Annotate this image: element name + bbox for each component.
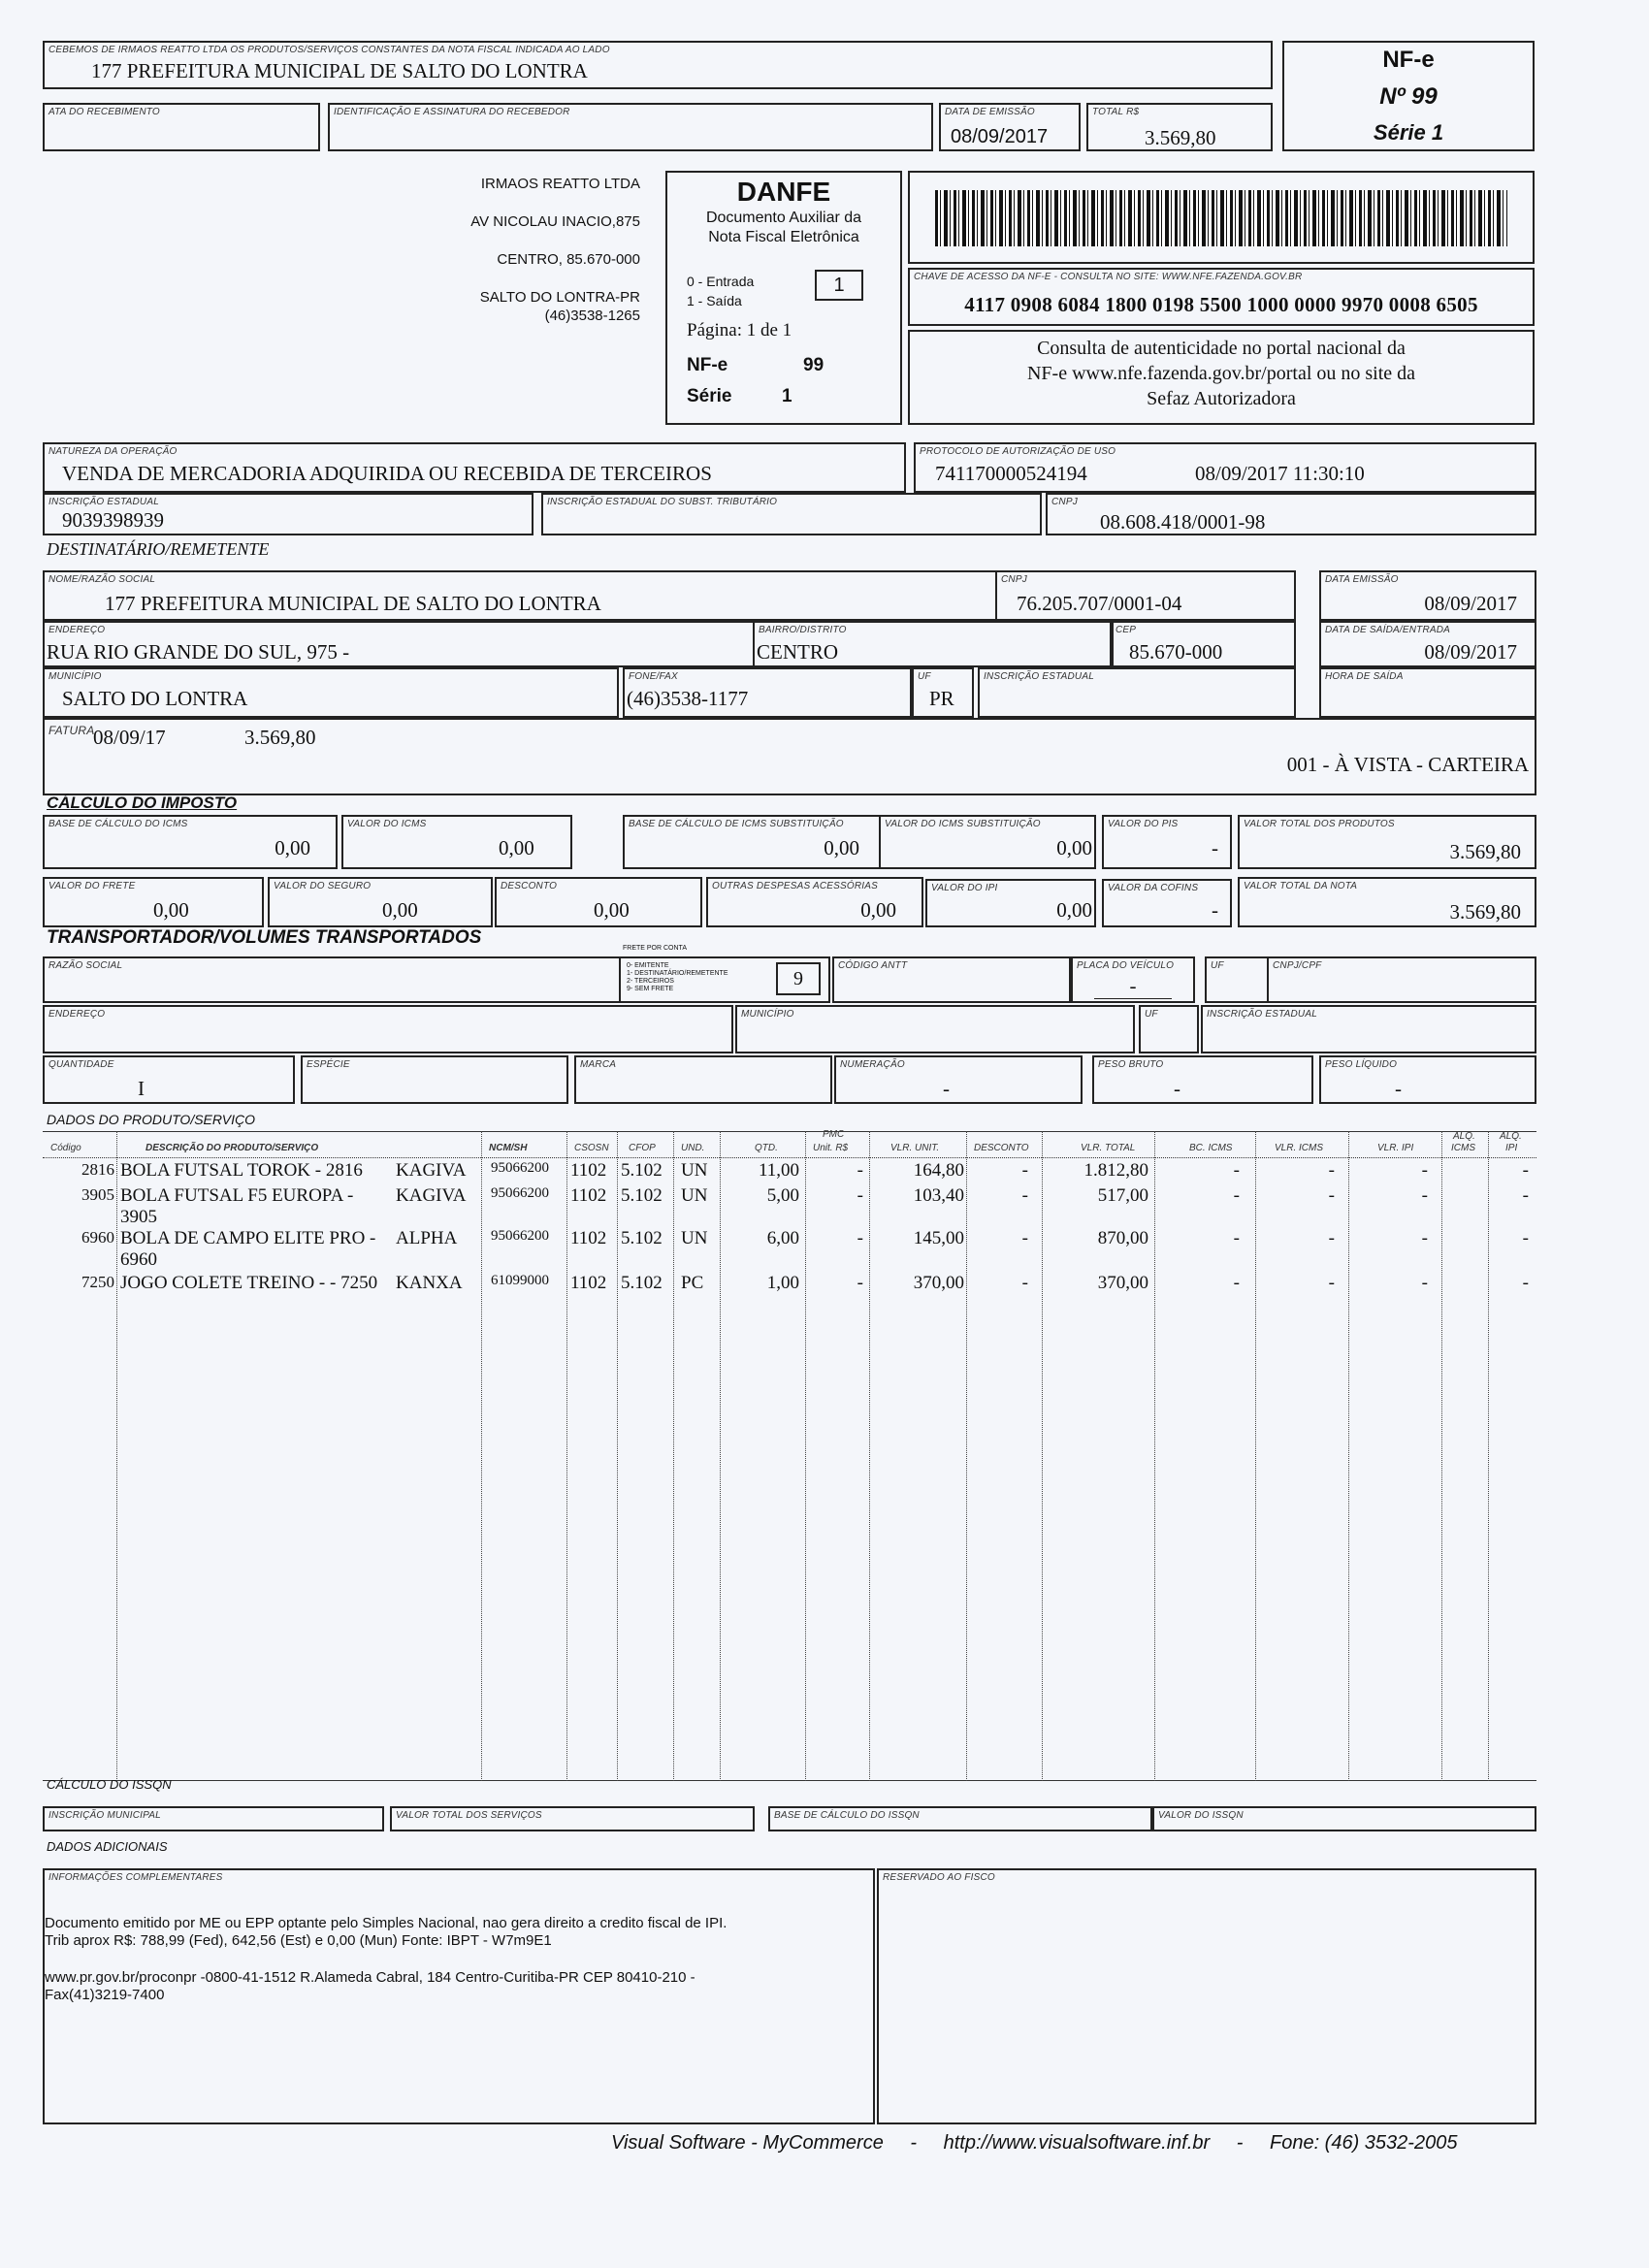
frete-opcao-1: 1- DESTINATÁRIO/REMETENTE (627, 970, 728, 977)
hdr-und: UND. (681, 1143, 705, 1153)
produto-total: 870,00 (1097, 1228, 1148, 1248)
quantidade-label: QUANTIDADE (48, 1059, 114, 1070)
natureza-operacao-box (43, 442, 906, 493)
valor-icms: 0,00 (499, 836, 534, 859)
seguro-label: VALOR DO SEGURO (274, 881, 372, 891)
consulta-linha1: Consulta de autenticidade no portal nacional da (1037, 338, 1406, 359)
produto-pmc: - (857, 1228, 863, 1248)
adicionais-section-title: DADOS ADICIONAIS (47, 1839, 168, 1854)
desconto-box (495, 877, 702, 927)
issqn-total-servicos-label: VALOR TOTAL DOS SERVIÇOS (396, 1810, 542, 1821)
issqn-im-label: INSCRIÇÃO MUNICIPAL (48, 1810, 161, 1821)
produto-qtd: 5,00 (766, 1185, 799, 1206)
canhoto-total-box (1086, 103, 1273, 151)
frete-box (43, 877, 264, 927)
natureza-operacao-label: NATUREZA DA OPERAÇÃO (48, 446, 178, 457)
produto-desconto: - (1021, 1228, 1028, 1248)
ipi-box (925, 879, 1096, 927)
produtos-section-title: DADOS DO PRODUTO/SERVIÇO (47, 1112, 255, 1127)
dest-uf-label: UF (918, 671, 931, 682)
footer (611, 2132, 1457, 2155)
placa-label: PLACA DO VEÍCULO (1077, 960, 1175, 971)
ie-st-box (541, 493, 1042, 535)
issqn-im-box (43, 1806, 384, 1831)
info-complementares-box (43, 1868, 875, 2124)
col-divider (1441, 1131, 1442, 1781)
hdr-vlr-icms: VLR. ICMS (1275, 1143, 1324, 1153)
dest-uf: PR (929, 687, 954, 710)
total-nota-box (1238, 877, 1536, 927)
marca-box (574, 1055, 832, 1104)
frete: 0,00 (153, 898, 189, 922)
produto-ipi: - (1421, 1228, 1428, 1248)
valor-icms-label: VALOR DO ICMS (347, 819, 427, 829)
col-divider (617, 1131, 618, 1781)
chave-acesso-label: CHAVE DE ACESSO DA NF-E - CONSULTA NO SITE: WWW.NFE.FAZENDA.GOV.BR (914, 272, 1303, 282)
produto-qtd: 11,00 (758, 1160, 799, 1181)
frete-opcao-0: 0- EMITENTE (627, 962, 669, 969)
transp-ie-box (1201, 1005, 1536, 1053)
produto-ncm: 95066200 (491, 1228, 549, 1244)
canhoto-nfe-serie: Série 1 (1373, 120, 1444, 145)
dest-cnpj-box (995, 570, 1296, 621)
hdr-vlr-total: VLR. TOTAL (1081, 1143, 1136, 1153)
issqn-valor-label: VALOR DO ISSQN (1158, 1810, 1244, 1821)
produto-total: 370,00 (1097, 1273, 1148, 1293)
produto-codigo: 6960 (81, 1228, 114, 1247)
produto-codigo: 2816 (81, 1160, 114, 1179)
frete-label: VALOR DO FRETE (48, 881, 136, 891)
danfe-nfe-numero: 99 (803, 355, 824, 375)
hdr-pmc: PMC (823, 1129, 845, 1140)
produto-qtd: 6,00 (766, 1228, 799, 1248)
frete-valor-box: 9 (776, 962, 821, 995)
danfe-subtitle1: Documento Auxiliar da (705, 210, 862, 226)
produto-marca: ALPHA (396, 1228, 458, 1248)
produto-cfop: 5.102 (621, 1273, 663, 1293)
numeracao-box (834, 1055, 1083, 1104)
consulta-box (908, 330, 1535, 425)
fatura-box (43, 718, 1536, 795)
dest-bairro-label: BAIRRO/DISTRITO (759, 625, 847, 635)
hdr-alq-icms-2: ICMS (1451, 1143, 1475, 1153)
col-divider (116, 1131, 117, 1781)
total-nota-label: VALOR TOTAL DA NOTA (1244, 881, 1358, 891)
produto-marca: KAGIVA (396, 1160, 467, 1181)
natureza-operacao: VENDA DE MERCADORIA ADQUIRIDA OU RECEBIDA DE TERCEIROS (62, 462, 712, 485)
dest-bairro: CENTRO (757, 640, 838, 664)
transp-razao-label: RAZÃO SOCIAL (48, 960, 123, 971)
base-icms-label: BASE DE CÁLCULO DO ICMS (48, 819, 188, 829)
issqn-total-servicos-box (390, 1806, 755, 1831)
total-produtos-label: VALOR TOTAL DOS PRODUTOS (1244, 819, 1395, 829)
produto-cfop: 5.102 (621, 1185, 663, 1206)
canhoto-total-label: TOTAL R$ (1092, 107, 1140, 117)
seguro-box (268, 877, 493, 927)
peso-bruto-box (1092, 1055, 1313, 1104)
produto-desc1: JOGO COLETE TREINO - - 7250 (120, 1273, 378, 1293)
total-nota: 3.569,80 (1449, 900, 1521, 923)
produto-ipi: - (1421, 1185, 1428, 1206)
issqn-section-title: CÁLCULO DO ISSQN (47, 1777, 172, 1792)
total-produtos-box (1238, 815, 1536, 869)
destinatario-section-title: DESTINATÁRIO/REMETENTE (47, 539, 270, 559)
dest-fone-box (623, 667, 912, 718)
produto-unit: 145,00 (913, 1228, 964, 1248)
produto-ipi: - (1421, 1160, 1428, 1181)
produto-desconto: - (1021, 1273, 1028, 1293)
transp-uf-box (1205, 956, 1269, 1003)
info-linha4: Fax(41)3219-7400 (45, 1987, 165, 2003)
footer-sep: - (1236, 2132, 1244, 2154)
ie-emitente: 9039398939 (62, 508, 164, 532)
danfe-title: DANFE (736, 177, 831, 207)
produto-desc1: BOLA FUTSAL F5 EUROPA - (120, 1185, 354, 1206)
produto-csosn: 1102 (570, 1160, 607, 1181)
produto-csosn: 1102 (570, 1185, 607, 1206)
produto-bc: - (1233, 1228, 1240, 1248)
dest-cep-box (1110, 621, 1296, 667)
chave-acesso-value: 4117 0908 6084 1800 0198 5500 1000 0000 9970 0008 6505 (964, 293, 1478, 316)
transp-uf2-box (1139, 1005, 1199, 1053)
emitente-block (369, 175, 640, 325)
transp-cnpj-label: CNPJ/CPF (1273, 960, 1322, 971)
produto-total: 517,00 (1097, 1185, 1148, 1206)
desconto-label: DESCONTO (501, 881, 558, 891)
hdr-desconto: DESCONTO (974, 1143, 1029, 1153)
base-icms: 0,00 (275, 836, 310, 859)
transporte-section-title: TRANSPORTADOR/VOLUMES TRANSPORTADOS (47, 927, 482, 948)
dest-data-saida-box (1319, 621, 1536, 667)
produto-alq-ipi: - (1522, 1228, 1529, 1248)
produto-cfop: 5.102 (621, 1228, 663, 1248)
hdr-bc-icms: BC. ICMS (1189, 1143, 1233, 1153)
seguro: 0,00 (382, 898, 418, 922)
ipi: 0,00 (1056, 898, 1092, 922)
reservado-fisco-label: RESERVADO AO FISCO (883, 1872, 995, 1883)
cofins-label: VALOR DA COFINS (1108, 883, 1199, 893)
danfe-entrada: 0 - Entrada (687, 274, 755, 289)
frete-opcao-9: 9- SEM FRETE (627, 986, 674, 992)
dest-data-emissao-box (1319, 570, 1536, 621)
protocolo-label: PROTOCOLO DE AUTORIZAÇÃO DE USO (920, 446, 1116, 457)
produto-unit: 370,00 (913, 1273, 964, 1293)
produto-ncm: 95066200 (491, 1185, 549, 1201)
hdr-alq-icms: ALQ. (1453, 1131, 1475, 1142)
hdr-csosn: CSOSN (574, 1143, 609, 1153)
dest-data-saida-label: DATA DE SAÍDA/ENTRADA (1325, 625, 1451, 635)
produto-ipi: - (1421, 1273, 1428, 1293)
dest-cep: 85.670-000 (1129, 640, 1223, 664)
produto-und: UN (681, 1185, 708, 1206)
produto-und: UN (681, 1160, 708, 1181)
produto-desconto: - (1021, 1185, 1028, 1206)
danfe-tipo-box: 1 (815, 270, 863, 301)
especie-label: ESPÉCIE (307, 1059, 350, 1070)
transp-endereco-box (43, 1005, 733, 1053)
produto-alq-ipi: - (1522, 1273, 1529, 1293)
ipi-label: VALOR DO IPI (931, 883, 998, 893)
placa-box (1071, 956, 1195, 1003)
danfe-serie-label: Série (687, 386, 732, 406)
peso-bruto-label: PESO BRUTO (1098, 1059, 1164, 1070)
produto-pmc: - (857, 1185, 863, 1206)
produto-desc2: 3905 (120, 1207, 157, 1227)
produto-desc1: BOLA DE CAMPO ELITE PRO - (120, 1228, 376, 1248)
canhoto-nfe-title: NF-e (1382, 47, 1435, 73)
canhoto-total: 3.569,80 (1145, 126, 1216, 149)
quantidade-box (43, 1055, 295, 1104)
canhoto-recipient: 177 PREFEITURA MUNICIPAL DE SALTO DO LONTRA (91, 59, 588, 82)
produto-und: PC (681, 1273, 704, 1293)
issqn-base-label: BASE DE CÁLCULO DO ISSQN (774, 1810, 920, 1821)
danfe-serie: 1 (782, 386, 792, 406)
produto-unit: 103,40 (913, 1185, 964, 1206)
marca-label: MARCA (580, 1059, 617, 1070)
hdr-ncm: NCM/SH (489, 1143, 528, 1153)
danfe-subtitle2: Nota Fiscal Eletrônica (708, 229, 859, 245)
produto-marca: KANXA (396, 1273, 463, 1293)
produto-icms: - (1328, 1228, 1335, 1248)
dest-uf-box (912, 667, 974, 718)
danfe-saida: 1 - Saída (687, 293, 742, 308)
especie-box (301, 1055, 568, 1104)
footer-sep: - (910, 2132, 918, 2154)
outras-despesas-box (706, 877, 923, 927)
transp-uf-label: UF (1211, 960, 1224, 971)
consulta-linha3: Sefaz Autorizadora (1147, 388, 1296, 409)
dest-fone-label: FONE/FAX (629, 671, 678, 682)
hdr-codigo: Código (50, 1143, 81, 1153)
dest-endereco-label: ENDEREÇO (48, 625, 106, 635)
fatura-valor: 3.569,80 (244, 726, 316, 749)
produto-csosn: 1102 (570, 1228, 607, 1248)
peso-liquido-label: PESO LÍQUIDO (1325, 1059, 1398, 1070)
dest-ie-box (978, 667, 1296, 718)
issqn-valor-box (1152, 1806, 1536, 1831)
frete-opcao-2: 2- TERCEIROS (627, 978, 674, 985)
base-st: 0,00 (824, 836, 859, 859)
produto-alq-ipi: - (1522, 1185, 1529, 1206)
peso-bruto: - (1174, 1077, 1180, 1100)
antt-box (832, 956, 1071, 1003)
canhoto-data-recebimento-label: ATA DO RECEBIMENTO (48, 107, 160, 117)
info-linha1: Documento emitido por ME ou EPP optante pelo Simples Nacional, nao gera direito a credito fiscal de IPI. (45, 1915, 728, 1931)
canhoto-data-emissao: 08/09/2017 (951, 126, 1049, 147)
produto-icms: - (1328, 1185, 1335, 1206)
danfe-pagina: Página: 1 de 1 (687, 320, 792, 340)
dest-nome: 177 PREFEITURA MUNICIPAL DE SALTO DO LONTRA (105, 592, 601, 615)
frete-por-conta-label: FRETE POR CONTA (623, 945, 687, 952)
produto-desconto: - (1021, 1160, 1028, 1181)
dest-municipio: SALTO DO LONTRA (62, 687, 248, 710)
dest-municipio-box (43, 667, 619, 718)
cofins-box (1102, 879, 1232, 927)
valor-st: 0,00 (1056, 836, 1092, 859)
hdr-alq-ipi: ALQ. (1500, 1131, 1522, 1142)
frete-opcoes (627, 962, 728, 993)
dest-fone: (46)3538-1177 (627, 687, 749, 710)
produto-pmc: - (857, 1160, 863, 1181)
transp-uf2-label: UF (1145, 1009, 1158, 1020)
transp-municipio-box (735, 1005, 1135, 1053)
canhoto-header-text: CEBEMOS DE IRMAOS REATTO LTDA OS PRODUTOS/SERVIÇOS CONSTANTES DA NOTA FISCAL INDICADA AO LADO (48, 45, 610, 55)
hdr-descricao: DESCRIÇÃO DO PRODUTO/SERVIÇO (146, 1143, 319, 1153)
produto-codigo: 3905 (81, 1185, 114, 1204)
produto-bc: - (1233, 1160, 1240, 1181)
danfe-nfe-label: NF-e (687, 355, 728, 375)
produto-bc: - (1233, 1185, 1240, 1206)
frete-conta-box (619, 956, 830, 1003)
info-complementares-label: INFORMAÇÕES COMPLEMENTARES (48, 1872, 223, 1883)
fatura-condicao: 001 - À VISTA - CARTEIRA (1286, 753, 1529, 776)
footer-fone: Fone: (46) 3532-2005 (1269, 2132, 1458, 2154)
canhoto-data-recebimento-box (43, 103, 320, 151)
fatura-data: 08/09/17 (93, 726, 166, 749)
canhoto-data-emissao-label: DATA DE EMISSÃO (945, 107, 1035, 117)
consulta-linha2: NF-e www.nfe.fazenda.gov.br/portal ou no site da (1026, 363, 1416, 384)
produto-ncm: 95066200 (491, 1160, 549, 1176)
ie-emitente-label: INSCRIÇÃO ESTADUAL (48, 497, 159, 507)
transp-municipio-label: MUNICÍPIO (741, 1009, 794, 1020)
produto-bc: - (1233, 1273, 1240, 1293)
emitente-endereco: AV NICOLAU INACIO,875 (470, 213, 640, 230)
pis-label: VALOR DO PIS (1108, 819, 1179, 829)
quantidade: I (138, 1077, 145, 1100)
col-divider (673, 1131, 674, 1781)
produto-cfop: 5.102 (621, 1160, 663, 1181)
transp-ie-label: INSCRIÇÃO ESTADUAL (1207, 1009, 1317, 1020)
cnpj-emitente: 08.608.418/0001-98 (1100, 510, 1266, 534)
canhoto-recebemos-box (43, 41, 1273, 89)
pis: - (1212, 836, 1218, 859)
canhoto-identificacao-box (328, 103, 933, 151)
dest-cnpj: 76.205.707/0001-04 (1017, 592, 1182, 615)
dest-cnpj-label: CNPJ (1001, 574, 1027, 585)
canhoto-nfe-box (1282, 41, 1535, 151)
produto-unit: 164,80 (913, 1160, 964, 1181)
transp-endereco-label: ENDEREÇO (48, 1009, 106, 1020)
hdr-vlr-ipi: VLR. IPI (1377, 1143, 1414, 1153)
total-produtos: 3.569,80 (1449, 840, 1521, 863)
numeracao: - (943, 1077, 950, 1100)
valor-st-label: VALOR DO ICMS SUBSTITUIÇÃO (885, 819, 1041, 829)
emitente-fone: (46)3538-1265 (544, 308, 640, 324)
protocolo-box (914, 442, 1536, 493)
base-st-label: BASE DE CÁLCULO DE ICMS SUBSTITUIÇÃO (629, 819, 844, 829)
imposto-section-title: CÁLCULO DO IMPOSTO (47, 794, 238, 812)
valor-icms-box (341, 815, 572, 869)
cofins: - (1212, 898, 1218, 922)
antt-label: CÓDIGO ANTT (838, 960, 908, 971)
danfe-box (665, 171, 902, 425)
emitente-cidade: SALTO DO LONTRA-PR (479, 289, 640, 306)
pis-box (1102, 815, 1232, 869)
peso-liquido: - (1395, 1077, 1402, 1100)
valor-st-box (879, 815, 1096, 869)
base-st-box (623, 815, 881, 869)
dest-ie-label: INSCRIÇÃO ESTADUAL (984, 671, 1094, 682)
col-divider (566, 1131, 567, 1781)
outras-despesas: 0,00 (860, 898, 896, 922)
hdr-alq-ipi-2: IPI (1505, 1143, 1518, 1153)
emitente-nome: IRMAOS REATTO LTDA (480, 176, 640, 192)
dest-municipio-label: MUNICÍPIO (48, 671, 102, 682)
footer-software: Visual Software - MyCommerce (611, 2132, 884, 2154)
canhoto-nfe-numero: Nº 99 (1379, 83, 1438, 110)
produto-alq-ipi: - (1522, 1160, 1529, 1181)
produto-total: 1.812,80 (1083, 1160, 1148, 1181)
fatura-label: FATURA (48, 724, 95, 737)
desconto: 0,00 (594, 898, 630, 922)
dest-nome-box (43, 570, 997, 621)
dest-data-emissao-label: DATA EMISSÃO (1325, 574, 1399, 585)
chave-acesso-box (908, 268, 1535, 326)
outras-despesas-label: OUTRAS DESPESAS ACESSÓRIAS (712, 881, 878, 891)
cnpj-emitente-box (1046, 493, 1536, 535)
issqn-base-box (768, 1806, 1152, 1831)
transp-razao-box (43, 956, 621, 1003)
ie-st-label: INSCRIÇÃO ESTADUAL DO SUBST. TRIBUTÁRIO (547, 497, 778, 507)
dest-data-saida: 08/09/2017 (1424, 640, 1517, 664)
dest-data-emissao: 08/09/2017 (1424, 592, 1517, 615)
cnpj-emitente-label: CNPJ (1051, 497, 1078, 507)
peso-liquido-box (1319, 1055, 1536, 1104)
produto-ncm: 61099000 (491, 1273, 549, 1288)
hdr-qtd: QTD. (755, 1143, 778, 1153)
base-icms-box (43, 815, 338, 869)
numeracao-label: NUMERAÇÃO (840, 1059, 905, 1070)
barcode-box (908, 171, 1535, 264)
ie-emitente-box (43, 493, 534, 535)
reservado-fisco-box (877, 1868, 1536, 2124)
produto-icms: - (1328, 1160, 1335, 1181)
dest-endereco-box (43, 621, 755, 667)
dest-cep-label: CEP (1116, 625, 1137, 635)
produto-desc2: 6960 (120, 1249, 157, 1270)
protocolo-data: 08/09/2017 11:30:10 (1195, 462, 1365, 485)
info-linha2: Trib aprox R$: 788,99 (Fed), 642,56 (Est) e 0,00 (Mun) Fonte: IBPT - W7m9E1 (45, 1932, 552, 1949)
hdr-pmc-unit: Unit. R$ (813, 1143, 849, 1153)
hdr-cfop: CFOP (629, 1143, 656, 1153)
footer-site-link[interactable]: http://www.visualsoftware.inf.br (943, 2132, 1211, 2154)
protocolo-numero: 741170000524194 (935, 462, 1087, 485)
emitente-bairro-cep: CENTRO, 85.670-000 (497, 251, 640, 268)
dest-bairro-box (753, 621, 1114, 667)
dest-hora-saida-label: HORA DE SAÍDA (1325, 671, 1404, 682)
produto-qtd: 1,00 (766, 1273, 799, 1293)
info-linha3: www.pr.gov.br/proconpr -0800-41-1512 R.Alameda Cabral, 184 Centro-Curitiba-PR CEP 80410-210 - (45, 1969, 695, 1986)
barcode-image (935, 190, 1507, 246)
produto-marca: KAGIVA (396, 1185, 467, 1206)
produto-und: UN (681, 1228, 708, 1248)
dest-endereco: RUA RIO GRANDE DO SUL, 975 - (47, 640, 350, 664)
placa: - (1094, 974, 1172, 999)
produto-icms: - (1328, 1273, 1335, 1293)
transp-cnpj-box (1267, 956, 1536, 1003)
produto-pmc: - (857, 1273, 863, 1293)
produto-csosn: 1102 (570, 1273, 607, 1293)
dest-nome-label: NOME/RAZÃO SOCIAL (48, 574, 156, 585)
produtos-header-rule (43, 1157, 1536, 1158)
produto-desc1: BOLA FUTSAL TOROK - 2816 (120, 1160, 363, 1181)
canhoto-identificacao-label: IDENTIFICAÇÃO E ASSINATURA DO RECEBEDOR (334, 107, 570, 117)
canhoto-data-emissao-box (939, 103, 1081, 151)
dest-hora-saida-box (1319, 667, 1536, 718)
hdr-vlr-unit: VLR. UNIT. (890, 1143, 940, 1153)
produto-codigo: 7250 (81, 1273, 114, 1291)
